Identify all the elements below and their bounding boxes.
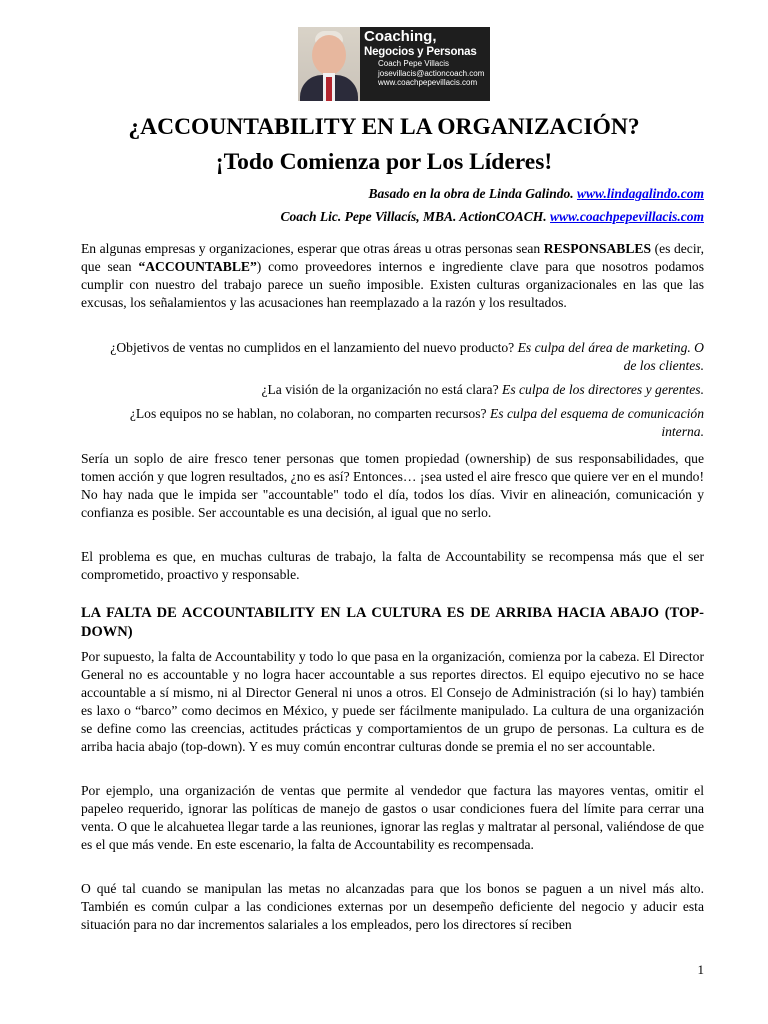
credit-line-1: [368, 186, 704, 202]
paragraph-cultura: [81, 648, 704, 756]
text: (es decir, que sean: [81, 241, 705, 274]
banner-title-line1: Coaching,: [364, 28, 437, 45]
question-text: ¿Los equipos no se hablan, no colaboran, no comparten recursos?: [129, 406, 490, 421]
banner-email: josevillacis@actioncoach.com: [378, 68, 485, 78]
banner-name: Coach Pepe Villacis: [378, 59, 450, 68]
coach-photo: [298, 27, 360, 101]
question-item: [104, 405, 704, 441]
question-text: ¿La visión de la organización no está clara?: [261, 382, 503, 397]
question-item: [104, 381, 704, 399]
answer-text: Es culpa de los directores y gerentes.: [502, 382, 704, 397]
document-subtitle: ¡Todo Comienza por Los Líderes!: [215, 149, 553, 175]
answer-text: Es culpa del área de marketing. O de los clientes.: [517, 340, 704, 373]
link-coachpepevillacis[interactable]: www.coachpepevillacis.com: [550, 209, 704, 224]
paragraph-text: Por ejemplo, una organización de ventas que permite al vendedor que factura las mayores ventas, omitir el papeleo requerido, ignorar las políticas de manejo de gastos o usar condiciones fuera del límite para cerrar una venta. O que le alcahuetea llegar tarde a las reuniones, ignorar las reglas y maltratar al personal, valiéndose de que es el que más vende. En este escenario, la falta de Accountability es recompensada.: [81, 783, 704, 852]
paragraph-metas: [81, 880, 704, 934]
section-heading: LA FALTA DE ACCOUNTABILITY EN LA CULTURA ES DE ARRIBA HACIA ABAJO (TOP-DOWN): [81, 605, 704, 640]
paragraph-problema: [81, 548, 704, 584]
banner-title-line2: Negocios y Personas: [364, 46, 477, 58]
document-title: ¿ACCOUNTABILITY EN LA ORGANIZACIÓN?: [128, 114, 640, 140]
paragraph-text: El problema es que, en muchas culturas de trabajo, la falta de Accountability se recompensa más que el ser comprometido, proactivo y responsable.: [81, 549, 704, 582]
paragraph-ejemplo: [81, 782, 704, 854]
paragraph-text: Sería un soplo de aire fresco tener personas que tomen propiedad (ownership) de sus responsabilidades, que tomen acción y que logren resultados, ¿no es así? Entonces… ¡sea usted el aire fresco que quiere ver en el mundo! No hay nada que le impida ser "accountable" todo el día, todos los días. Vivir en alineación, comunicación y confianza es posible. Ser accountable es una decisión, al igual que no serlo.: [81, 451, 704, 520]
credit-text: Coach Lic. Pepe Villacís, MBA. ActionCOACH.: [280, 209, 551, 224]
credit-text: Basado en la obra de Linda Galindo.: [368, 186, 577, 201]
answer-text: Es culpa del esquema de comunicación interna.: [489, 406, 704, 439]
paragraph-intro: [81, 240, 704, 312]
link-lindagalindo[interactable]: www.lindagalindo.com: [576, 186, 704, 201]
page-number: 1: [697, 962, 704, 977]
paragraph-aire-fresco: [81, 450, 704, 522]
emphasis-accountable: “ACCOUNTABLE”: [138, 259, 257, 274]
text: En algunas empresas y organizaciones, esperar que otras áreas u otras personas sean: [81, 241, 544, 256]
credit-line-2: [281, 209, 705, 225]
banner-web: www.coachpepevillacis.com: [378, 78, 478, 87]
text: ) como proveedores internos e ingrediente clave para que nosotros podamos cumplir con nuestro del trabajo parece un sueño imposible. Existen culturas organizacionales en las que las excusas, los señalamientos y las acusaciones han reemplazado a la razón y los resultados.: [81, 259, 704, 310]
question-item: [104, 339, 704, 375]
question-text: ¿Objetivos de ventas no cumplidos en el lanzamiento del nuevo producto?: [110, 340, 518, 355]
paragraph-text: O qué tal cuando se manipulan las metas no alcanzadas para que los bonos se paguen a un nivel más alto. También es común culpar a las condiciones externas por un desempeño deficiente del negocio y aducir esta situación para no dar incrementos salariales a los empleados, pero los directores sí reciben: [81, 881, 704, 932]
header-banner: [298, 27, 490, 101]
emphasis-responsables: RESPONSABLES: [543, 241, 652, 256]
banner-text: [364, 29, 488, 88]
paragraph-text: Por supuesto, la falta de Accountability y todo lo que pasa en la organización, comienza por la cabeza. El Director General no es accountable y no logra hacer accountable a sus reportes directos. El equipo ejecutivo no se hace accountable a sí mismo, ni al Director General ni unos a otros. El Consejo de Administración (si lo hay) también es laxo o “barco” como decimos en México, y puede ser fácilmente manipulado. La cultura de una organización se define como las creencias, actitudes prácticas y comportamientos de un grupo de personas. La cultura es de arriba hacia abajo (top-down). Y es muy común encontrar culturas donde se premia el no ser accountable.: [81, 649, 704, 754]
